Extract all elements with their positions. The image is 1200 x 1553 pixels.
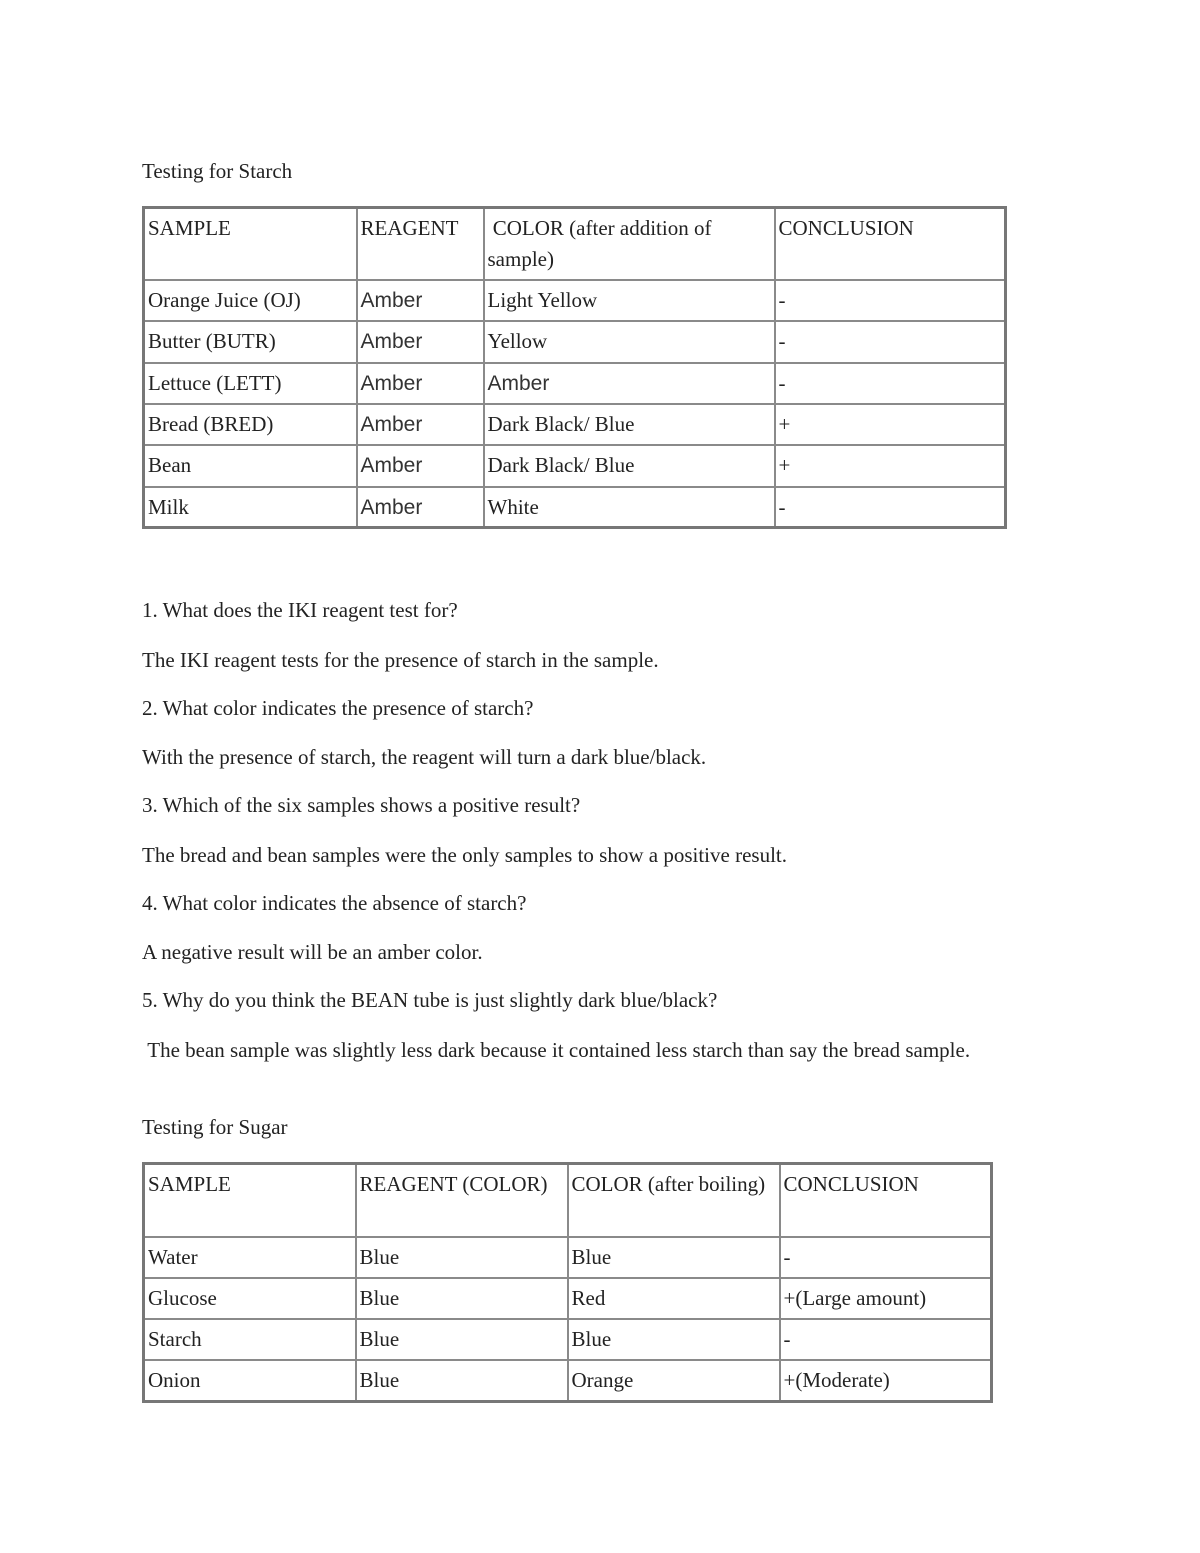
table-cell: Amber <box>357 321 484 363</box>
table-cell: Blue <box>568 1319 780 1360</box>
answer-5: The bean sample was slightly less dark because it contained less starch than say the bread sample. <box>142 1038 971 1062</box>
starch-table <box>142 206 1007 529</box>
table-cell: Blue <box>568 1237 780 1278</box>
table-cell: Amber <box>484 363 775 404</box>
table-cell: White <box>484 487 775 528</box>
table-cell: Red <box>568 1278 780 1319</box>
header-cell: REAGENT (COLOR) <box>356 1164 568 1237</box>
table-cell: Orange Juice (OJ) <box>144 280 357 321</box>
table-row <box>144 280 1006 321</box>
table-cell: Starch <box>144 1319 356 1360</box>
table-cell: Orange <box>568 1360 780 1402</box>
answer-2: With the presence of starch, the reagent will turn a dark blue/black. <box>142 745 707 769</box>
answer-1: The IKI reagent tests for the presence of starch in the sample. <box>142 648 659 672</box>
table-cell: Blue <box>356 1278 568 1319</box>
table-cell: Amber <box>357 487 484 528</box>
table-cell: Blue <box>356 1360 568 1402</box>
table-cell: - <box>775 280 1006 321</box>
table-header-row <box>144 1164 992 1237</box>
table-cell: Bread (BRED) <box>144 404 357 445</box>
table-cell: - <box>775 487 1006 528</box>
table-cell: - <box>780 1237 992 1278</box>
table-cell: Yellow <box>484 321 775 363</box>
header-cell: COLOR (after addition of sample) <box>484 208 775 280</box>
table-cell: - <box>775 321 1006 363</box>
table-row <box>144 321 1006 363</box>
table-cell: Lettuce (LETT) <box>144 363 357 404</box>
starch-heading: Testing for Starch <box>142 159 293 183</box>
table-cell: Blue <box>356 1237 568 1278</box>
table-cell: +(Moderate) <box>780 1360 992 1402</box>
table-cell: Blue <box>356 1319 568 1360</box>
header-cell: COLOR (after boiling) <box>568 1164 780 1237</box>
table-cell: Amber <box>357 363 484 404</box>
table-row <box>144 404 1006 445</box>
header-cell: SAMPLE <box>144 208 357 280</box>
table-cell: Milk <box>144 487 357 528</box>
table-header-row <box>144 208 1006 280</box>
header-cell: SAMPLE <box>144 1164 356 1237</box>
header-cell: CONCLUSION <box>775 208 1006 280</box>
table-cell: Amber <box>357 280 484 321</box>
table-cell: Glucose <box>144 1278 356 1319</box>
table-row <box>144 1319 992 1360</box>
question-4: 4. What color indicates the absence of starch? <box>142 891 527 915</box>
question-5: 5. Why do you think the BEAN tube is just slightly dark blue/black? <box>142 988 718 1012</box>
table-cell: + <box>775 404 1006 445</box>
table-cell: Butter (BUTR) <box>144 321 357 363</box>
table-cell: Bean <box>144 445 357 487</box>
table-row <box>144 445 1006 487</box>
table-cell: Onion <box>144 1360 356 1402</box>
question-1: 1. What does the IKI reagent test for? <box>142 598 458 622</box>
table-cell: + <box>775 445 1006 487</box>
table-cell: - <box>780 1319 992 1360</box>
answer-3: The bread and bean samples were the only samples to show a positive result. <box>142 843 787 867</box>
answer-4: A negative result will be an amber color. <box>142 940 483 964</box>
header-cell: CONCLUSION <box>780 1164 992 1237</box>
table-cell: Dark Black/ Blue <box>484 445 775 487</box>
question-2: 2. What color indicates the presence of starch? <box>142 696 534 720</box>
table-cell: - <box>775 363 1006 404</box>
table-cell: Dark Black/ Blue <box>484 404 775 445</box>
table-row <box>144 1278 992 1319</box>
table-row <box>144 363 1006 404</box>
sugar-heading: Testing for Sugar <box>142 1115 288 1139</box>
table-cell: Amber <box>357 445 484 487</box>
sugar-table <box>142 1162 993 1403</box>
question-3: 3. Which of the six samples shows a positive result? <box>142 793 581 817</box>
table-cell: Water <box>144 1237 356 1278</box>
header-cell: REAGENT <box>357 208 484 280</box>
table-row <box>144 1237 992 1278</box>
table-cell: +(Large amount) <box>780 1278 992 1319</box>
table-cell: Light Yellow <box>484 280 775 321</box>
table-row <box>144 487 1006 528</box>
table-row <box>144 1360 992 1402</box>
table-cell: Amber <box>357 404 484 445</box>
